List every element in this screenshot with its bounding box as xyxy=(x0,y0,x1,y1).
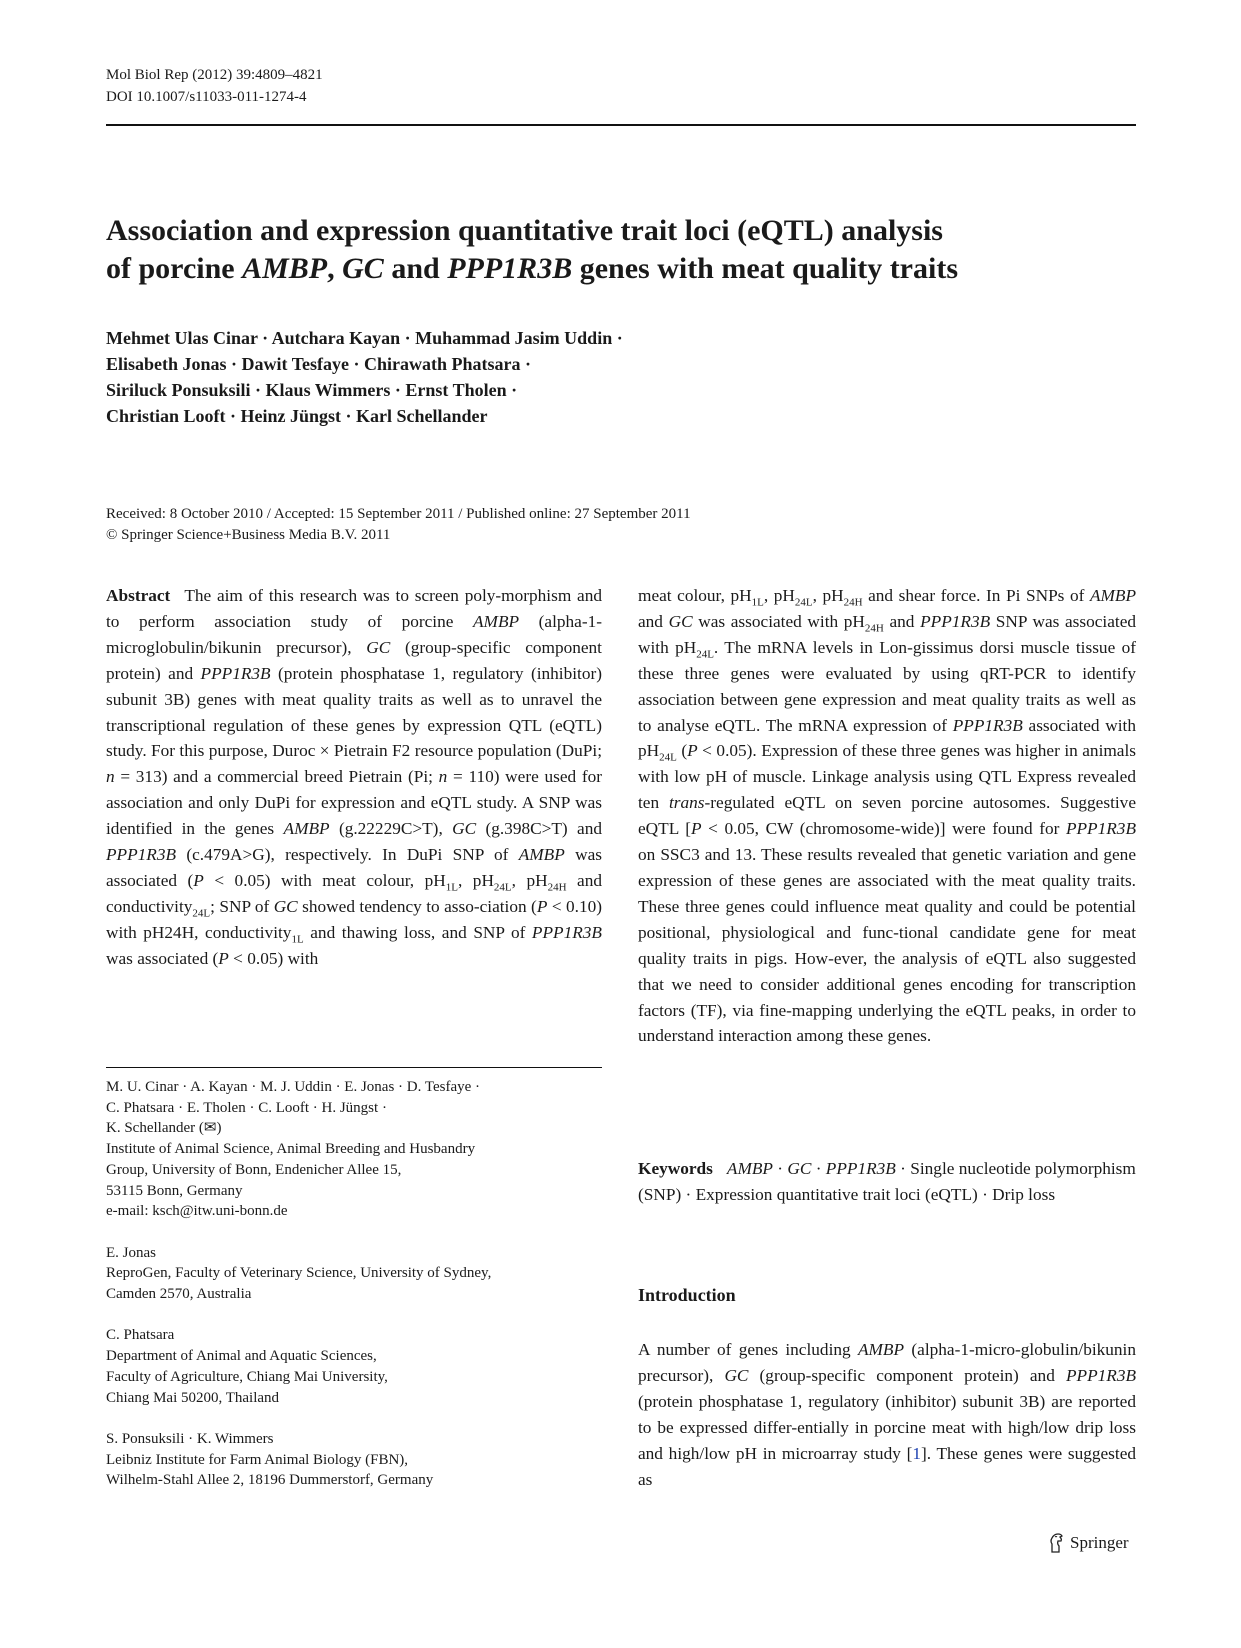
author-line: Christian Looft · Heinz Jüngst · Karl Schellander xyxy=(106,406,488,426)
abstract-right: meat colour, $pH_{1L}$, $pH_{24L}$, $pH_{24H}$ and shear force. In Pi SNPs of AMBP and GC was associated with $pH_{24H}$ and PPP1R3B SNP was associated with $pH_{24L}$. The mRNA levels in Lon-gissimus dorsi muscle tissue of these three genes were evaluated by using qRT-PCR to identify association between gene expression and meat quality traits as well as to analyse eQTL. The mRNA expression of PPP1R3B associated with $pH_{24L}$ (P < 0.05). Expression of these three genes was higher in animals with low pH of muscle. Linkage analysis using QTL Express revealed ten trans-regulated eQTL on seven porcine autosomes. Suggestive eQTL [P < 0.05, CW (chromosome-wide)] were found for PPP1R3B on SSC3 and 13. These results revealed that genetic variation and gene expression of these genes are associated with the meat quality traits. These three genes could influence meat quality and could be potential positional, physiological and func-tional candidate gene for meat quality traits in pigs. How-ever, the analysis of eQTL also suggested that we need to consider additional genes encoding for transcription factors (TF), via fine-mapping underlying the eQTL peaks, in order to understand interaction among these genes. xyxy=(638,586,1137,1046)
introduction-text: A number of genes including AMBP (alpha-1-micro-globulin/bikunin precursor), GC (group-specific component protein) and PPP1R3B (protein phosphatase 1, regulatory (inhibitor) subunit 3B) are reported to be expressed differ-entially in porcine meat with high/low drip loss and high/low pH in microarray study [1]. These genes were suggested as xyxy=(638,1340,1137,1489)
publisher-logo xyxy=(1046,1532,1129,1554)
abstract-left: Abstract The aim of this research was to screen poly-morphism and to perform association study of porcine AMBP (alpha-1-microglobulin/bikunin precursor), GC (group-specific component protein) and PPP1R3B (protein phosphatase 1, regulatory (inhibitor) subunit 3B) genes with meat quality traits as well as to unravel the transcriptional regulation of these genes by expression QTL (eQTL) study. For this purpose, Duroc × Pietrain F2 resource population (DuPi; n = 313) and a commercial breed Pietrain (Pi; n = 110) were used for association and only DuPi for expression and eQTL study. A SNP was identified in the genes AMBP (g.22229C>T), GC (g.398C>T) and PPP1R3B (c.479A>G), respectively. In DuPi SNP of AMBP was associated (P < 0.05) with meat colour, $pH_{1L}$, $pH_{24L}$, $pH_{24H}$ and conductivity$_{24L}$; SNP of GC showed tendency to asso-ciation (P < 0.10) with pH24H, conductivity$_{1L}$ and thawing loss, and SNP of PPP1R3B was associated (P < 0.05) with xyxy=(106,586,603,968)
author-line: Siriluck Ponsuksili · Klaus Wimmers · Ernst Tholen · xyxy=(106,380,518,400)
abstract-label: Abstract xyxy=(106,586,171,605)
title-line-1: Association and expression quantitative trait loci (eQTL) analysis xyxy=(106,214,943,247)
affiliation-3: C. Phatsara Department of Animal and Aquatic Sciences, Faculty of Agriculture, Chiang Mai University, Chiang Mai 50200, Thailand xyxy=(106,1327,388,1406)
author-line: Mehmet Ulas Cinar · Autchara Kayan · Muhammad Jasim Uddin · xyxy=(106,328,623,348)
paper-title xyxy=(106,212,1136,288)
journal-header xyxy=(106,64,323,108)
copyright: © Springer Science+Business Media B.V. 2011 xyxy=(106,527,391,543)
author-line: Elisabeth Jonas · Dawit Tesfaye · Chirawath Phatsara · xyxy=(106,354,532,374)
affiliation-4: S. Ponsuksili · K. Wimmers Leibniz Institute for Farm Animal Biology (FBN), Wilhelm-Stahl Allee 2, 18196 Dummerstorf, Germany xyxy=(106,1430,434,1489)
author-list xyxy=(106,325,1136,429)
section-heading-introduction: Introduction xyxy=(638,1285,736,1305)
keywords: Keywords AMBP · GC · PPP1R3B · Single nucleotide polymorphism (SNP) · Expression quantitative trait loci (eQTL) · Drip loss xyxy=(638,1159,1136,1204)
citation-link[interactable]: 1 xyxy=(912,1443,921,1463)
springer-horse-icon xyxy=(1046,1532,1066,1554)
publication-dates xyxy=(106,504,1136,546)
publisher-name: Springer xyxy=(1070,1533,1129,1552)
footnote-rule xyxy=(106,1067,602,1068)
header-rule xyxy=(106,124,1136,126)
keywords-label: Keywords xyxy=(638,1159,713,1178)
affiliations xyxy=(106,1077,602,1512)
title-line-2: of porcine AMBP, GC and PPP1R3B genes with meat quality traits xyxy=(106,252,958,285)
journal-citation: Mol Biol Rep (2012) 39:4809–4821 xyxy=(106,67,323,83)
affiliation-2: E. Jonas ReproGen, Faculty of Veterinary Science, University of Sydney, Camden 2570, Australia xyxy=(106,1244,492,1303)
affiliation-1: M. U. Cinar · A. Kayan · M. J. Uddin · E. Jonas · D. Tesfaye · C. Phatsara · E. Tholen · C. Looft · H. Jüngst · K. Schellander (✉) Institute of Animal Science, Animal Breeding and Husbandry Group, University of Bonn, Endenicher Allee 15, 53115 Bonn, Germany e-mail: ksch@itw.uni-bonn.de xyxy=(106,1079,481,1220)
email-link[interactable]: e-mail: ksch@itw.uni-bonn.de xyxy=(106,1203,288,1220)
received-dates: Received: 8 October 2010 / Accepted: 15 September 2011 / Published online: 27 September 2011 xyxy=(106,506,691,522)
doi[interactable]: DOI 10.1007/s11033-011-1274-4 xyxy=(106,89,307,105)
